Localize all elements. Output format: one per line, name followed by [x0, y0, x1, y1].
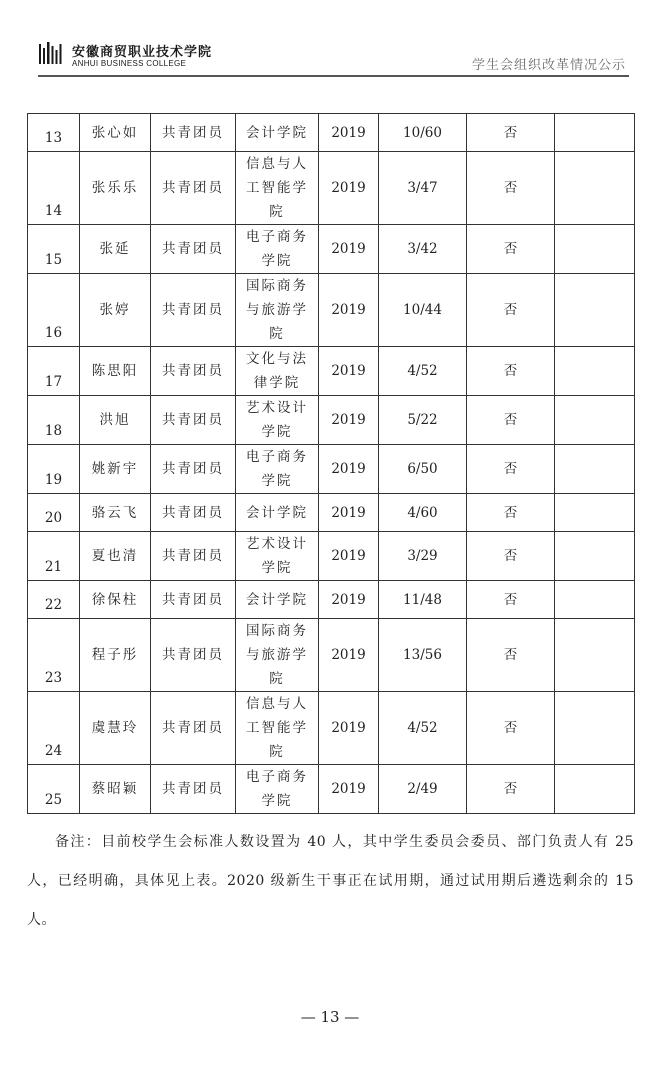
- table-row: [28, 396, 635, 445]
- cell-failed-course: 否: [467, 765, 555, 814]
- cell-college: [236, 347, 319, 396]
- cell-remark: [555, 692, 635, 765]
- college-line: 学院: [261, 473, 293, 489]
- cell-remark: [555, 765, 635, 814]
- table-row: [28, 152, 635, 225]
- college-line: 信息与人: [246, 696, 308, 712]
- cell-rank: 5/22: [379, 396, 467, 445]
- cell-grade-year: 2019: [319, 225, 379, 274]
- cell-grade-year: 2019: [319, 692, 379, 765]
- cell-name: 徐保柱: [80, 581, 151, 619]
- cell-rank: 4/52: [379, 692, 467, 765]
- college-line: 院: [269, 744, 285, 760]
- college-line: 院: [269, 671, 285, 687]
- cell-number: 18: [28, 396, 80, 445]
- cell-name: 张心如: [80, 114, 151, 152]
- cell-failed-course: 否: [467, 445, 555, 494]
- cell-remark: [555, 619, 635, 692]
- cell-number: 22: [28, 581, 80, 619]
- cell-political-status: 共青团员: [151, 225, 236, 274]
- cell-grade-year: 2019: [319, 396, 379, 445]
- college-line: 电子商务: [246, 769, 308, 785]
- cell-political-status: 共青团员: [151, 765, 236, 814]
- cell-number: 21: [28, 532, 80, 581]
- cell-rank: 4/60: [379, 494, 467, 532]
- table-row: [28, 274, 635, 347]
- cell-name: 张延: [80, 225, 151, 274]
- cell-remark: [555, 532, 635, 581]
- page-header: [38, 38, 628, 78]
- table-row: [28, 494, 635, 532]
- cell-number: 15: [28, 225, 80, 274]
- remark-text: 备注：目前校学生会标准人数设置为 40 人，其中学生委员会委员、部门负责人有 25 人，已经明确，具体见上表。2020 级新生干事正在试用期，通过试用期后遴选剩余的 15 人。: [27, 834, 634, 928]
- table-row: [28, 581, 635, 619]
- cell-number: 14: [28, 152, 80, 225]
- cell-grade-year: 2019: [319, 347, 379, 396]
- cell-college: [236, 765, 319, 814]
- cell-name: 程子彤: [80, 619, 151, 692]
- cell-grade-year: 2019: [319, 152, 379, 225]
- cell-college: [236, 692, 319, 765]
- cell-remark: [555, 225, 635, 274]
- cell-failed-course: 否: [467, 152, 555, 225]
- cell-grade-year: 2019: [319, 765, 379, 814]
- cell-rank: 3/29: [379, 532, 467, 581]
- cell-number: 16: [28, 274, 80, 347]
- cell-rank: 10/44: [379, 274, 467, 347]
- table-row: [28, 619, 635, 692]
- table-row: [28, 225, 635, 274]
- cell-grade-year: 2019: [319, 445, 379, 494]
- college-line: 会计学院: [246, 124, 308, 141]
- cell-failed-course: 否: [467, 494, 555, 532]
- cell-college: [236, 396, 319, 445]
- cell-political-status: 共青团员: [151, 445, 236, 494]
- cell-political-status: 共青团员: [151, 347, 236, 396]
- cell-remark: [555, 494, 635, 532]
- cell-remark: [555, 114, 635, 152]
- cell-grade-year: 2019: [319, 581, 379, 619]
- cell-name: 姚新宇: [80, 445, 151, 494]
- cell-name: 陈思阳: [80, 347, 151, 396]
- cell-college: [236, 532, 319, 581]
- header-divider: [38, 75, 629, 77]
- cell-college: [236, 494, 319, 532]
- cell-rank: 13/56: [379, 619, 467, 692]
- college-line: 律学院: [253, 375, 301, 391]
- cell-grade-year: 2019: [319, 274, 379, 347]
- cell-political-status: 共青团员: [151, 692, 236, 765]
- college-line: 学院: [261, 253, 293, 269]
- cell-remark: [555, 396, 635, 445]
- table-row: [28, 445, 635, 494]
- college-line: 文化与法: [246, 351, 308, 367]
- cell-remark: [555, 445, 635, 494]
- cell-failed-course: 否: [467, 114, 555, 152]
- cell-name: 张乐乐: [80, 152, 151, 225]
- cell-remark: [555, 152, 635, 225]
- table-row: [28, 347, 635, 396]
- college-logo-icon: [38, 42, 66, 66]
- college-line: 与旅游学: [246, 647, 308, 663]
- cell-failed-course: 否: [467, 274, 555, 347]
- cell-name: 蔡昭颖: [80, 765, 151, 814]
- cell-rank: 3/47: [379, 152, 467, 225]
- college-line: 会计学院: [246, 591, 308, 608]
- cell-name: 虞慧玲: [80, 692, 151, 765]
- table-body: [28, 114, 635, 814]
- cell-name: 洪旭: [80, 396, 151, 445]
- cell-college: [236, 274, 319, 347]
- table-row: [28, 765, 635, 814]
- college-line: 艺术设计: [246, 400, 308, 416]
- cell-rank: 4/52: [379, 347, 467, 396]
- college-line: 电子商务: [246, 449, 308, 465]
- cell-rank: 11/48: [379, 581, 467, 619]
- cell-number: 19: [28, 445, 80, 494]
- cell-political-status: 共青团员: [151, 396, 236, 445]
- college-line: 学院: [261, 793, 293, 809]
- cell-political-status: 共青团员: [151, 274, 236, 347]
- cell-name: 骆云飞: [80, 494, 151, 532]
- cell-political-status: 共青团员: [151, 581, 236, 619]
- cell-college: [236, 619, 319, 692]
- school-name-cn: 安徽商贸职业技术学院: [72, 45, 213, 60]
- page-number: — 13 —: [300, 1008, 360, 1026]
- cell-college: [236, 225, 319, 274]
- cell-college: [236, 114, 319, 152]
- college-line: 国际商务: [246, 623, 308, 639]
- cell-political-status: 共青团员: [151, 494, 236, 532]
- college-line: 与旅游学: [246, 302, 308, 318]
- remark-block: [27, 823, 634, 940]
- cell-failed-course: 否: [467, 396, 555, 445]
- college-line: 电子商务: [246, 229, 308, 245]
- cell-rank: 6/50: [379, 445, 467, 494]
- table-row: [28, 532, 635, 581]
- cell-failed-course: 否: [467, 532, 555, 581]
- cell-political-status: 共青团员: [151, 619, 236, 692]
- cell-grade-year: 2019: [319, 532, 379, 581]
- cell-rank: 2/49: [379, 765, 467, 814]
- cell-name: 夏也清: [80, 532, 151, 581]
- cell-number: 20: [28, 494, 80, 532]
- cell-failed-course: 否: [467, 581, 555, 619]
- college-line: 艺术设计: [246, 536, 308, 552]
- college-line: 学院: [261, 560, 293, 576]
- cell-number: 24: [28, 692, 80, 765]
- cell-failed-course: 否: [467, 619, 555, 692]
- cell-political-status: 共青团员: [151, 152, 236, 225]
- table-row: [28, 692, 635, 765]
- college-line: 信息与人: [246, 156, 308, 172]
- cell-number: 17: [28, 347, 80, 396]
- cell-failed-course: 否: [467, 225, 555, 274]
- college-line: 会计学院: [246, 504, 308, 521]
- cell-college: [236, 445, 319, 494]
- cell-remark: [555, 581, 635, 619]
- document-title: 学生会组织改革情况公示: [471, 58, 626, 73]
- college-line: 院: [269, 204, 285, 220]
- school-name-en: ANHUI BUSINESS COLLEGE: [72, 59, 187, 68]
- college-line: 国际商务: [246, 278, 308, 294]
- cell-name: 张婷: [80, 274, 151, 347]
- cell-failed-course: 否: [467, 692, 555, 765]
- college-line: 工智能学: [246, 720, 308, 736]
- cell-college: [236, 581, 319, 619]
- cell-rank: 10/60: [379, 114, 467, 152]
- table-row: [28, 114, 635, 152]
- cell-remark: [555, 274, 635, 347]
- cell-political-status: 共青团员: [151, 532, 236, 581]
- cell-grade-year: 2019: [319, 619, 379, 692]
- college-line: 学院: [261, 424, 293, 440]
- cell-number: 13: [28, 114, 80, 152]
- cell-rank: 3/42: [379, 225, 467, 274]
- cell-number: 25: [28, 765, 80, 814]
- college-line: 院: [269, 326, 285, 342]
- cell-remark: [555, 347, 635, 396]
- cell-grade-year: 2019: [319, 114, 379, 152]
- cell-grade-year: 2019: [319, 494, 379, 532]
- cell-college: [236, 152, 319, 225]
- cell-number: 23: [28, 619, 80, 692]
- college-line: 工智能学: [246, 180, 308, 196]
- student-union-table: [27, 113, 635, 814]
- cell-failed-course: 否: [467, 347, 555, 396]
- cell-political-status: 共青团员: [151, 114, 236, 152]
